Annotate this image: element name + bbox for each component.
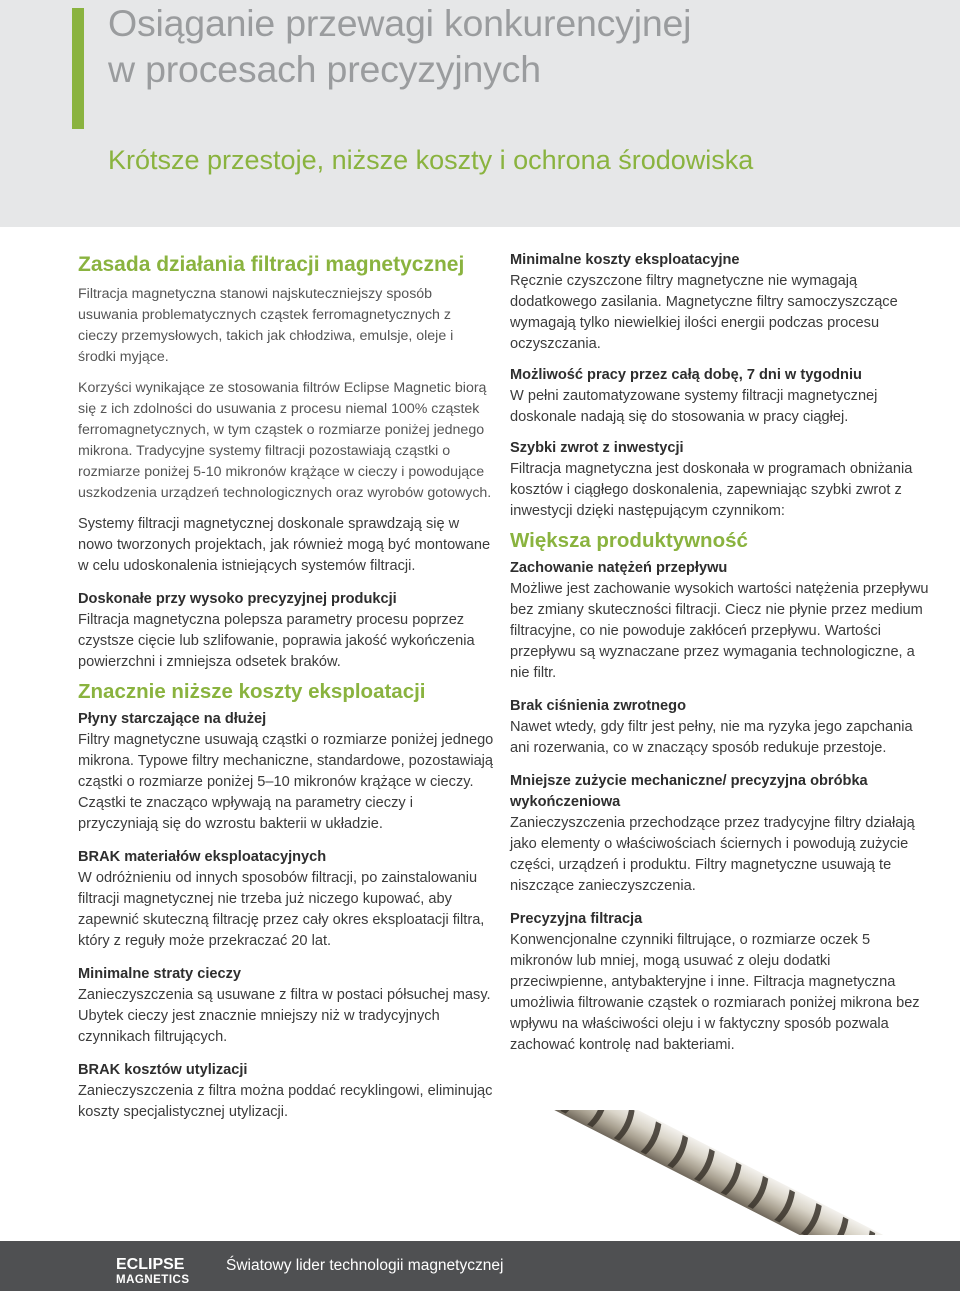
subheading-back-pressure: Brak ciśnienia zwrotnego xyxy=(510,698,686,714)
subheading-wear: Mniejsze zużycie mechaniczne/ precyzyjna obróbka wykończeniowa xyxy=(510,773,868,810)
eclipse-magnetics-logo xyxy=(80,1252,208,1286)
magnetic-rod-image xyxy=(510,1110,940,1235)
section-heading-magnetic-filtration: Zasada działania filtracji magnetycznej xyxy=(78,253,465,276)
text-fluids: Filtry magnetyczne usuwają cząstki o rozmiarze poniżej jednego mikrona. Typowe filtry mechaniczne, standardowe, pozostawiają cząstki o rozmiarze poniżej 5–10 mikronów krążące w cieczy. Cząstki te znacząco wpływają na parametry cieczy i przyczyniają się do wzrostu bakterii w układzie. xyxy=(78,732,494,832)
page-subtitle: Krótsze przestoje, niższe koszty i ochrona środowiska xyxy=(108,145,754,175)
logo-emblem-icon xyxy=(84,1255,104,1283)
subheading-precision: Doskonałe przy wysoko precyzyjnej produkcji xyxy=(78,591,397,607)
section-heading-lower-costs: Znacznie niższe koszty eksploatacji xyxy=(78,680,426,703)
accent-bar xyxy=(72,8,84,129)
text-operating-costs: Ręcznie czyszczone filtry magnetyczne nie wymagają dodatkowego zasilania. Magnetyczne filtry samoczyszczące wymagają tylko niewielkiej ilości energii podczas procesu oczyszczania. xyxy=(510,273,898,352)
right-column xyxy=(510,250,930,1056)
logo-text-eclipse: ECLIPSE xyxy=(116,1256,185,1273)
text-24-7: W pełni zautomatyzowane systemy filtracji magnetycznej doskonale nadają się do stosowania w pracy ciągłej. xyxy=(510,388,878,425)
subheading-24-7: Możliwość pracy przez całą dobę, 7 dni w tygodniu xyxy=(510,367,862,383)
paragraph-benefits: Korzyści wynikające ze stosowania filtrów Eclipse Magnetic biorą się z ich zdolności do usuwania z procesu niemal 100% cząstek ferromagnetycznych, w tym cząstek o rozmiarze poniżej jednego mikrona. Tradycyjne systemy filtracji pozostawiają cząstki o rozmiarze poniżej 5-10 mikronów krążące w cieczy i powodujące uszkodzenia urządzeń technologicznych oraz wyrobów gotowych. xyxy=(78,380,492,501)
text-fluid-loss: Zanieczyszczenia są usuwane z filtra w postaci półsuchej masy. Ubytek cieczy jest znacznie mniejszy niż w tradycyjnych czynnikach filtrujących. xyxy=(78,987,491,1045)
subheading-precise-filtration: Precyzyjna filtracja xyxy=(510,911,643,927)
title-line-1: Osiąganie przewagi konkurencyjnej xyxy=(108,2,692,44)
left-column xyxy=(78,250,494,1123)
text-back-pressure: Nawet wtedy, gdy filtr jest pełny, nie ma ryzyka jego zapchania ani rozerwania, co w znaczący sposób redukuje przestoje. xyxy=(510,719,913,756)
paragraph-intro: Filtracja magnetyczna stanowi najskuteczniejszy sposób usuwania problematycznych cząstek ferromagnetycznych z cieczy przemysłowych, takich jak chłodziwa, emulsje, oleje i środki myjące. xyxy=(78,286,454,365)
subheading-fluids: Płyny starczające na dłużej xyxy=(78,711,267,727)
subheading-no-disposal: BRAK kosztów utylizacji xyxy=(78,1062,248,1078)
text-precise-filtration: Konwencjonalne czynniki filtrujące, o rozmiarze oczek 5 mikronów lub mniej, mogą usuwać z oleju dodatki przeciwpienne, antybakteryjne i inne. Filtracja magnetyczna umożliwia filtrowanie cząstek o rozmiarach poniżej mikrona bez wpływu na właściwości oleju i w faktyczny sposób pozwala zachować kontrolę nad bakteriami. xyxy=(510,932,920,1053)
text-wear: Zanieczyszczenia przechodzące przez tradycyjne filtry działają jako elementy o właściwościach ściernych i powodują zużycie części, urządzeń i produktu. Filtry magnetyczne usuwają te niszczące zanieczyszczenia. xyxy=(510,815,915,894)
text-no-consumables: W odróżnieniu od innych sposobów filtracji, po zainstalowaniu filtracji magnetycznej nie trzeba już niczego kupować, aby zapewnić skuteczną filtrację przez cały okres eksploatacji filtra, który z reguły może przekraczać 20 lat. xyxy=(78,870,485,949)
footer-tagline: Światowy lider technologii magnetycznej xyxy=(226,1257,504,1274)
subheading-flow-rates: Zachowanie natężeń przepływu xyxy=(510,560,728,576)
header-band xyxy=(0,0,960,227)
subheading-fluid-loss: Minimalne straty cieczy xyxy=(78,966,242,982)
title-line-2: w procesach precyzyjnych xyxy=(108,48,541,90)
text-roi: Filtracja magnetyczna jest doskonała w programach obniżania kosztów i ciągłego doskonalenia, zapewniając szybki zwrot z inwestycji dzięki następującym czynnikom: xyxy=(510,461,913,519)
text-precision: Filtracja magnetyczna polepsza parametry procesu poprzez czystsze cięcie lub szlifowanie, poprawia jakość wykończenia powierzchni i zmniejsza odsetek braków. xyxy=(78,612,475,670)
logo-text-magnetics: MAGNETICS xyxy=(116,1274,190,1286)
subheading-no-consumables: BRAK materiałów eksploatacyjnych xyxy=(78,849,327,865)
subheading-roi: Szybki zwrot z inwestycji xyxy=(510,440,684,456)
section-heading-productivity: Większa produktywność xyxy=(510,529,748,552)
text-flow-rates: Możliwe jest zachowanie wysokich wartości natężenia przepływu bez zmiany skuteczności filtracji. Ciecz nie płynie przez medium filtracyjne, co nie powoduje zakłóceń przepływu. Wartości przepływu są wyznaczane przez wymagania technologiczne, a nie filtr. xyxy=(510,581,929,681)
subheading-operating-costs: Minimalne koszty eksploatacyjne xyxy=(510,252,740,268)
paragraph-systems: Systemy filtracji magnetycznej doskonale sprawdzają się w nowo tworzonych projektach, jak również mogą być montowane w celu udoskonalenia istniejących systemów filtracji. xyxy=(78,516,491,574)
text-no-disposal: Zanieczyszczenia z filtra można poddać recyklingowi, eliminując koszty specjalistycznej utylizacji. xyxy=(78,1083,493,1120)
page-title xyxy=(108,0,691,92)
footer-band xyxy=(0,1241,960,1291)
